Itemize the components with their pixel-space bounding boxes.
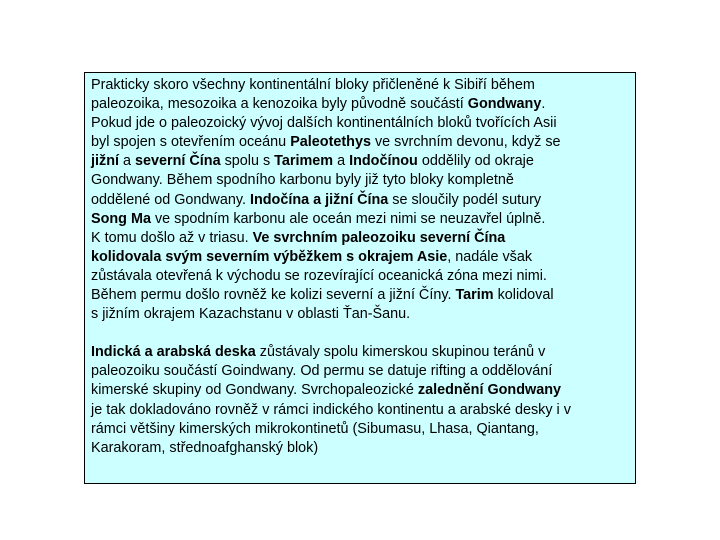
paragraph-indian-arabian-plate <box>91 343 629 458</box>
paragraph-gap <box>91 324 629 343</box>
text-span: oddělily od okraje Gondwany. Během spodního karbonu byly již tyto bloky kompletně oddělené od Gondwany. <box>91 153 534 208</box>
bold-text-span: Tarimem <box>274 153 334 170</box>
text-span: zůstávaly spolu kimerskou skupinou teránů v paleozoiku součástí Goindwany. Od permu se datuje rifting a oddělování kimerské skupiny od Gondwany. Svrchopaleozické <box>91 344 553 399</box>
bold-text-span: jižní <box>91 153 119 170</box>
bold-text-span: Song Ma <box>91 210 151 227</box>
text-span: ve spodním karbonu ale oceán mezi nimi se neuzavřel úplně. K tomu došlo až v triasu. <box>91 210 546 246</box>
text-span: , nadále však zůstávala otevřená k východu se rozevírající oceanická zóna mezi nimi. Během permu došlo rovněž ke kolizi severní a jižní Číny. <box>91 248 547 304</box>
bold-text-span: Indočína a jižní Čína <box>249 191 389 208</box>
text-span: a <box>118 153 135 170</box>
text-span: se sloučily podél sutury <box>392 191 542 208</box>
bold-text-span: Tarim <box>455 287 494 304</box>
bold-text-span: Gondwany <box>467 96 542 113</box>
text-span: ve svrchním devonu, když se <box>374 134 561 151</box>
paragraph-paleozoic-blocks <box>91 76 629 324</box>
bold-text-span: Indočínou <box>349 153 418 170</box>
text-span: je tak dokladováno rovněž v rámci indického kontinentu a arabské desky i v rámci většiny kimerských mikrokontinetů (Sibumasu, Lhasa, Qiantang, Karakoram, střednoafghanský blok) <box>91 401 571 456</box>
text-span: spolu s <box>220 153 275 170</box>
text-span: Prakticky skoro všechny kontinentální bloky přičleněné k Sibiří během paleozoika, mesozoika a kenozoika byly původně součástí <box>91 77 535 113</box>
bold-text-span: zalednění Gondwany <box>417 382 562 399</box>
text-span: a <box>333 153 350 170</box>
bold-text-span: Indická a arabská deska <box>91 344 256 361</box>
bold-text-span: severní Čína <box>134 153 221 170</box>
bold-text-span: Ve svrchním paleozoiku severní Čína kolidovala svým severním výběžkem s okrajem Asie <box>91 229 506 265</box>
text-span: . Pokud jde o paleozoický vývoj dalších kontinentálních bloků tvořících Asii byl spojen s otevřením oceánu <box>91 96 557 151</box>
text-box <box>84 72 636 484</box>
bold-text-span: Paleotethys <box>290 134 371 151</box>
text-span: kolidoval s jižním okrajem Kazachstanu v oblasti Ťan-Šanu. <box>91 287 554 323</box>
